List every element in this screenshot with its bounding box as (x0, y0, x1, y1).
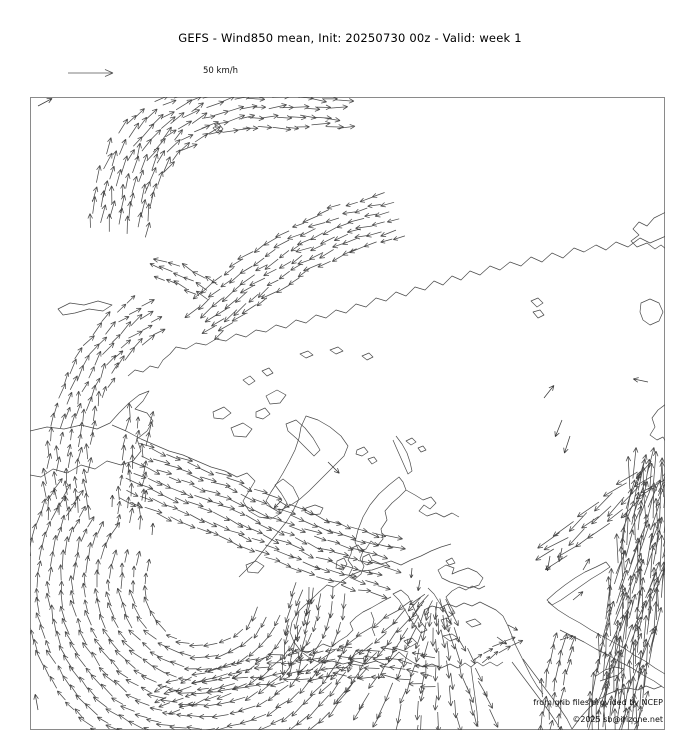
coastline-svalbard-2 (368, 457, 377, 464)
coastline-kara-islet-1 (300, 351, 313, 358)
wind-scale-label: 50 km/h (203, 66, 238, 76)
attribution (533, 694, 663, 728)
wind-stream-egypt-etesian-fan (306, 594, 498, 745)
coastline-cyprus (466, 619, 481, 627)
coastline-siberia-arctic-coast (128, 236, 666, 376)
coastline-kamchatka-coast (631, 212, 666, 249)
wind-stream-atlantic-storm-track (119, 443, 406, 599)
coastline-lake-baikal (640, 299, 663, 325)
coastline-ellesmere-island (266, 390, 286, 404)
coastline-svalbard-1 (356, 447, 368, 456)
coastline-baffin-island (286, 420, 320, 456)
coastline-denmark (362, 554, 372, 565)
coastline-siberian-lake-2 (533, 310, 544, 318)
wind-stream-levant-northeast-band (473, 637, 523, 663)
coastline-balkans-greece (428, 586, 485, 617)
attribution-source: from grib files provided by NCEP (533, 698, 663, 707)
coastline-baltic-south-coast (372, 544, 451, 565)
wind-stream-chukchi-west-band (150, 258, 218, 300)
coastline-kara-islet-3 (362, 353, 373, 360)
wind-scale-arrow-icon (68, 70, 113, 77)
coastline-siberian-lake-1 (531, 298, 543, 307)
coastline-iceland (305, 505, 323, 515)
coastline-nile-river (471, 667, 478, 727)
wind-stream-pacific-jet (88, 64, 357, 238)
coastline-right-edge-coast (650, 404, 666, 442)
coastline-caspian-sea (547, 562, 610, 605)
wind-single-arrows (34, 99, 648, 711)
wind-stream-siberia-southwest-band (185, 193, 405, 340)
coastline-devon-island (256, 408, 270, 419)
coastline-novaya-zemlya (393, 436, 412, 474)
coastline-black-sea (438, 565, 483, 588)
coastline-levant-coast (503, 616, 543, 694)
coastline-arctic-islet-2 (262, 368, 273, 376)
coastline-victoria-island (231, 423, 252, 437)
coastline-kara-islet-2 (330, 347, 343, 354)
wind-stream-atlantic-gyre-mid (59, 506, 347, 733)
coastline-corsica-sardinia (371, 612, 375, 636)
coastline-franz-josef-2 (418, 446, 426, 452)
coastline-banks-island (213, 407, 231, 419)
wind-stream-atlantic-gyre-inner (106, 549, 289, 684)
coastline-sea-of-azov (446, 558, 455, 565)
coastline-franz-josef-1 (406, 438, 416, 445)
wind-stream-africa-trades-west (154, 645, 439, 715)
wind-stream-alaska-north-band (116, 403, 154, 530)
coastline-wrangel-island (58, 301, 112, 315)
coastline-kola-white-sea (406, 490, 459, 517)
page-title: GEFS - Wind850 mean, Init: 20250730 00z - Valid: week 1 (178, 31, 522, 45)
attribution-copyright: ©2025 sb@irizone.net (572, 715, 663, 724)
coastline-arctic-islet-1 (243, 376, 255, 385)
